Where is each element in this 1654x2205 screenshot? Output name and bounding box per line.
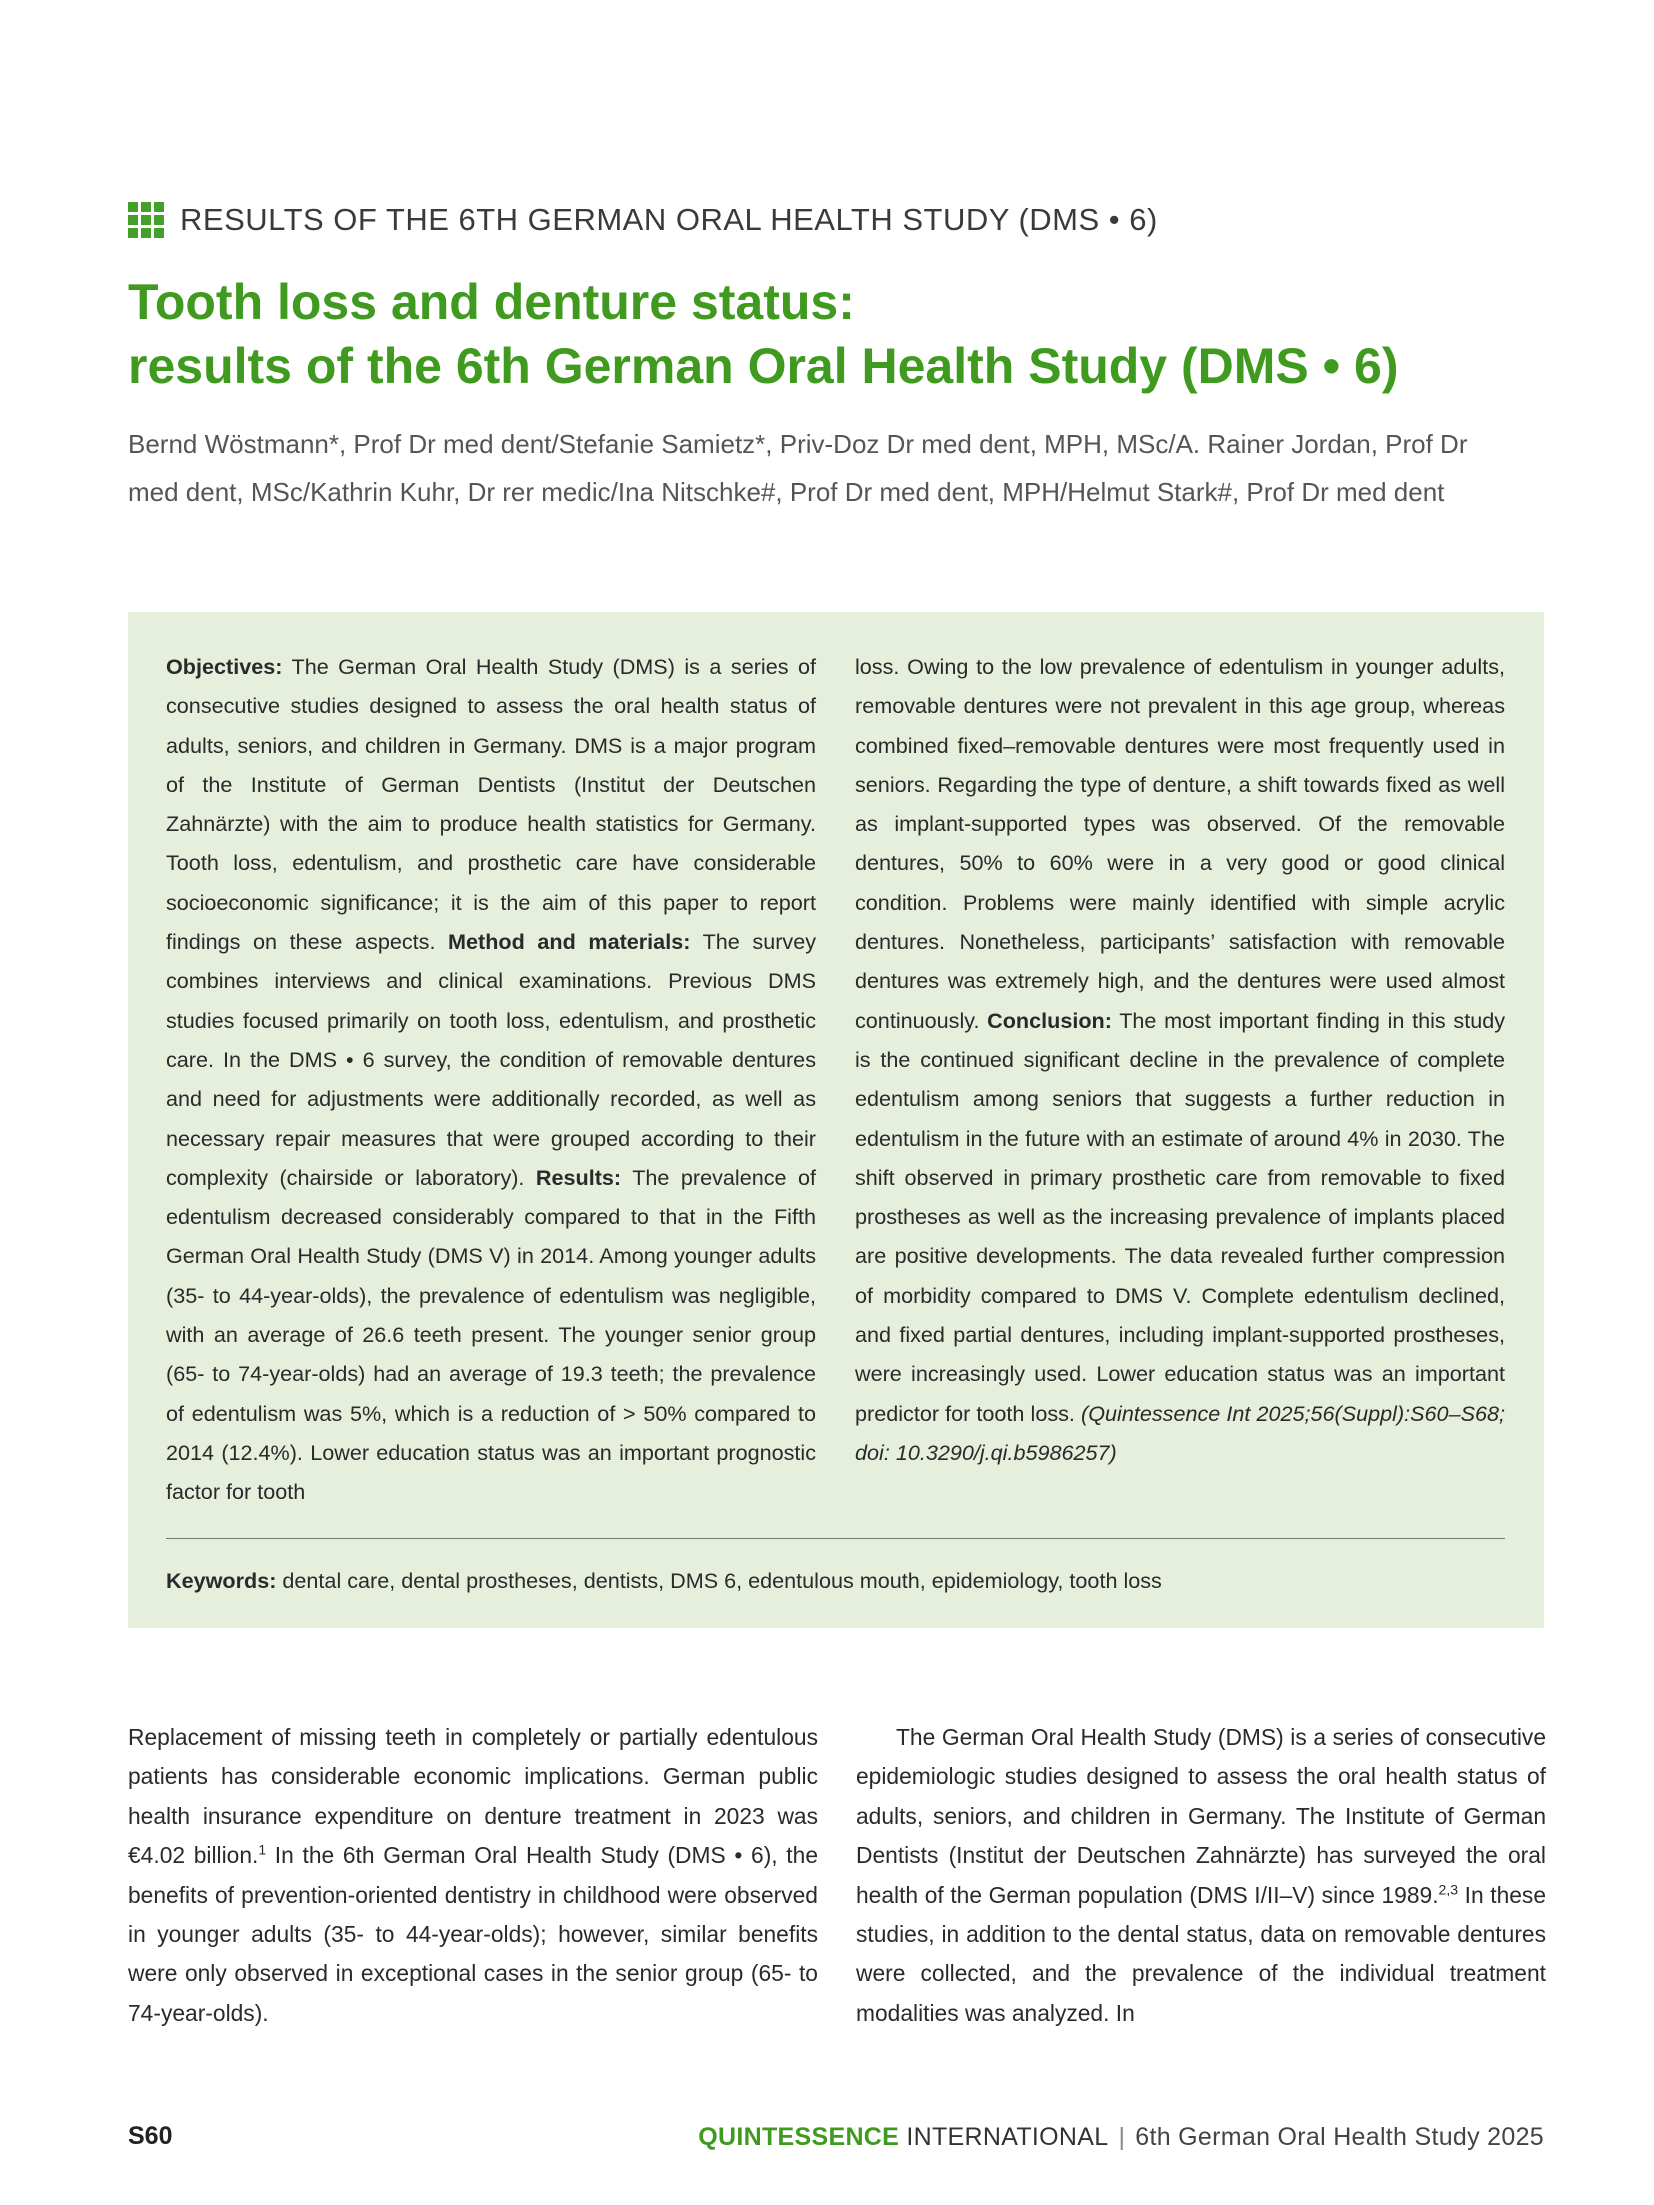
section-label xyxy=(128,202,1158,238)
authors-line-2: med dent, MSc/Kathrin Kuhr, Dr rer medic/Ina Nitschke#, Prof Dr med dent, MPH/Helmut Stark#, Prof Dr med dent xyxy=(128,477,1445,507)
body-right-text-2: In these studies, in addition to the dental status, data on removable dentures were collected, and the prevalence of the individual treatment modalities was analyzed. In xyxy=(856,1881,1547,2026)
conclusion-label: Conclusion: xyxy=(987,1007,1112,1033)
objectives-text: The German Oral Health Study (DMS) is a series of consecutive studies designed to assess the oral health status of adults, seniors, and children in Germany. DMS is a major program of the Institute of German Dentists (Institut der Deutschen Zahnärzte) with the aim to produce health statistics for Germany. Tooth loss, edentulism, and prosthetic care have considerable socioeconomic significance; it is the aim of this paper to report findings on these aspects. xyxy=(166,654,816,955)
keywords-label: Keywords: xyxy=(166,1568,277,1593)
page-number: S60 xyxy=(128,2122,173,2150)
title-line-1: Tooth loss and denture status: xyxy=(128,274,855,330)
abstract-left-column xyxy=(166,647,816,1512)
grid-icon xyxy=(128,202,164,238)
body-left-text: Replacement of missing teeth in completely or partially edentulous patients has considerable economic implications. German public health insurance expenditure on denture treatment in 2023 was €4.02 billion. xyxy=(128,1724,818,1869)
body-left-text-2: In the 6th German Oral Health Study (DMS • 6), the benefits of prevention-oriented dentistry in childhood were observed in younger adults (35- to 44-year-olds); however, similar benefits were only observed in exceptional cases in the senior group (65- to 74-year-olds). xyxy=(128,1842,818,2026)
method-text: The survey combines interviews and clinical examinations. Previous DMS studies focused primarily on tooth loss, edentulism, and prosthetic care. In the DMS • 6 survey, the condition of removable dentures and need for adjustments were additionally recorded, as well as necessary repair measures that were grouped according to their complexity (chairside or laboratory). xyxy=(166,929,817,1190)
citation: (Quintessence Int 2025;56(Suppl):S60–S68; doi: 10.3290/j.qi.b5986257) xyxy=(855,1400,1506,1465)
keywords-text: dental care, dental prostheses, dentists, DMS 6, edentulous mouth, epidemiology, tooth loss xyxy=(276,1568,1162,1593)
objectives-label: Objectives: xyxy=(166,654,283,679)
body-left-column xyxy=(128,1718,818,2033)
title-line-2: results of the 6th German Oral Health Study (DMS • 6) xyxy=(128,338,1399,394)
article-title xyxy=(128,270,1548,398)
section-label-text: RESULTS OF THE 6TH GERMAN ORAL HEALTH STUDY (DMS • 6) xyxy=(180,202,1158,237)
conclusion-text: The most important finding in this study is the continued significant decline in the prevalence of complete edentulism among seniors that suggests a further reduction in edentulism in the future with an estimate of around 4% in 2030. The shift observed in primary prosthetic care from removable to fixed prostheses as well as the increasing prevalence of implants placed are positive developments. The data revealed further compression of morbidity compared to DMS V. Complete edentulism declined, and fixed partial dentures, including implant-supported prostheses, were increasingly used. Lower education status was an important predictor for tooth loss. xyxy=(855,1007,1506,1426)
results-text-right: loss. Owing to the low prevalence of edentulism in younger adults, removable dentures were not prevalent in this age group, whereas combined fixed–removable dentures were most frequently used in seniors. Regarding the type of denture, a shift towards fixed as well as implant-supported types was observed. Of the removable dentures, 50% to 60% were in a very good or good clinical condition. Problems were mainly identified with simple acrylic dentures. Nonetheless, participants’ satisfaction with removable dentures was extremely high, and the dentures were used almost continuously. xyxy=(855,654,1505,1033)
abstract-divider xyxy=(166,1538,1505,1539)
body-right-text: The German Oral Health Study (DMS) is a series of consecutive epidemiologic studies designed to assess the oral health status of adults, seniors, and children in Germany. The Institute of German Dentists (Institut der Deutschen Zahnärzte) has surveyed the oral health of the German population (DMS I/II–V) since 1989. xyxy=(856,1724,1546,1908)
author-list xyxy=(128,420,1548,516)
reference-2-3[interactable]: 2,3 xyxy=(1438,1881,1459,1898)
brand-bold: QUINTESSENCE xyxy=(698,2123,900,2151)
results-label: Results: xyxy=(535,1164,622,1190)
abstract-box xyxy=(128,612,1544,1628)
abstract-right-column xyxy=(855,647,1505,1472)
reference-1[interactable]: 1 xyxy=(258,1841,267,1858)
journal-footer xyxy=(698,2123,1544,2152)
authors-line-1: Bernd Wöstmann*, Prof Dr med dent/Stefanie Samietz*, Priv-Doz Dr med dent, MPH, MSc/A. Rainer Jordan, Prof Dr xyxy=(128,429,1468,459)
body-right-column xyxy=(856,1718,1546,2033)
results-text-left: The prevalence of edentulism decreased considerably compared to that in the Fifth German Oral Health Study (DMS V) in 2014. Among younger adults (35- to 44-year-olds), the prevalence of edentulism was negligible, with an average of 26.6 teeth present. The younger senior group (65- to 74-year-olds) had an average of 19.3 teeth; the prevalence of edentulism was 5%, which is a reduction of > 50% compared to 2014 (12.4%). Lower education status was an important prognostic factor for tooth xyxy=(166,1164,817,1505)
keywords xyxy=(166,1564,1162,1598)
brand-regular: INTERNATIONAL xyxy=(899,2123,1109,2151)
journal-issue: 6th German Oral Health Study 2025 xyxy=(1135,2123,1544,2151)
footer-separator: | xyxy=(1118,2123,1126,2151)
method-label: Method and materials: xyxy=(448,929,691,955)
